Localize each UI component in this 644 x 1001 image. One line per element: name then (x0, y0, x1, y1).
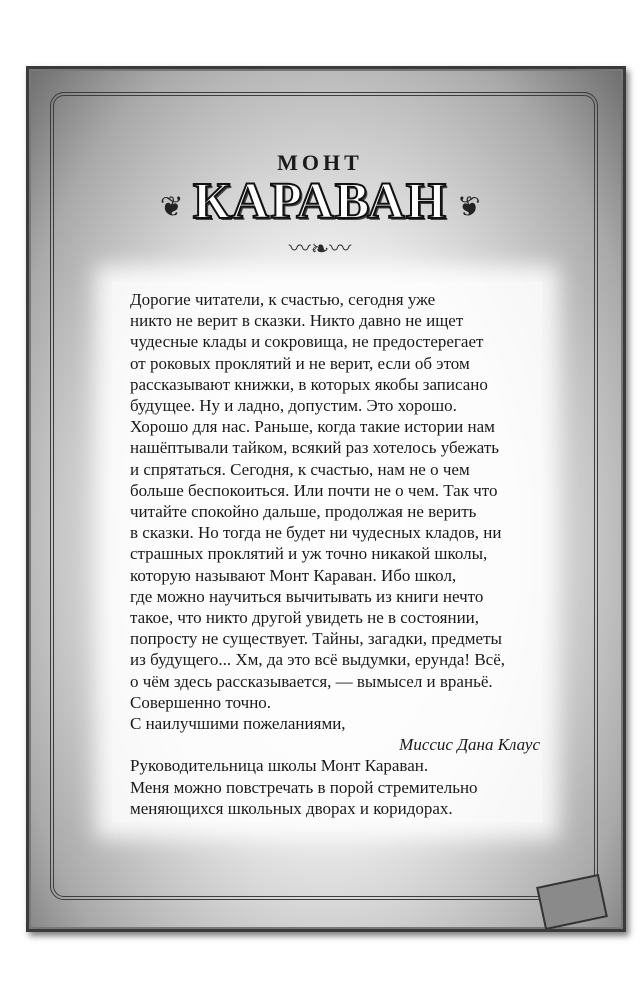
letter-line: Меня можно повстречать в порой стремительно (130, 777, 478, 797)
signature: Миссис Дана Клаус (399, 735, 540, 755)
letter-line: Дорогие читатели, к счастью, сегодня уже (130, 290, 436, 309)
letter-line: чудесные клады и сокровища, не предостерегает (130, 332, 484, 352)
letter-line: такое, что никто другой увидеть не в состоянии, (130, 608, 480, 628)
letter-line: от роковых проклятий и не верит, если об этом (130, 353, 470, 373)
letter-line: читайте спокойно дальше, продолжая не верить (130, 502, 477, 522)
logo-main-text: КАРАВАН (192, 173, 448, 230)
letter-line: о чём здесь рассказывается, — вымысел и враньё. (130, 671, 493, 691)
letter-body (130, 289, 540, 819)
letter-line: Хорошо для нас. Раньше, когда такие истории нам (130, 417, 495, 437)
laurel-right-icon: ❦ (456, 190, 480, 223)
letter-line: Руководительница школы Монт Караван. (130, 756, 429, 776)
laurel-left-icon: ❦ (160, 190, 184, 223)
letter-line: никто не верит в сказки. Никто давно не ищет (130, 311, 464, 331)
letter-line: попросту не существует. Тайны, загадки, предметы (130, 629, 502, 649)
letter-line: нашёптывали тайком, всякий раз хотелось убежать (130, 438, 500, 458)
letter-line: в сказки. Но тогда не будет ни чудесных кладов, ни (130, 523, 502, 543)
letter-line: С наилучшими пожеланиями, (130, 714, 346, 734)
letter-line: Совершенно точно. (130, 692, 272, 712)
logo-top-text: МОНТ (277, 150, 363, 175)
letter-line: из будущего... Хм, да это всё выдумки, ерунда! Всё, (130, 650, 506, 670)
letter-line: где можно научиться вычитывать из книги нечто (130, 586, 484, 606)
letter-line: меняющихся школьных дворах и коридорах. (130, 798, 453, 818)
letter-line: больше беспокоиться. Или почти не о чем. Так что (130, 480, 498, 500)
letter-line: будущее. Ну и ладно, допустим. Это хорошо. (130, 396, 457, 416)
letter-line: страшных проклятий и уж точно никакой школы, (130, 544, 488, 564)
flourish-icon: 〰❧〰 (288, 237, 352, 262)
letter-line: которую называют Монт Караван. Ибо школ, (130, 565, 457, 585)
letter-line: рассказывают книжки, в которых якобы записано (130, 374, 488, 394)
logo (160, 150, 480, 262)
letter-line: и спрятаться. Сегодня, к счастью, нам не о чем (130, 459, 470, 479)
